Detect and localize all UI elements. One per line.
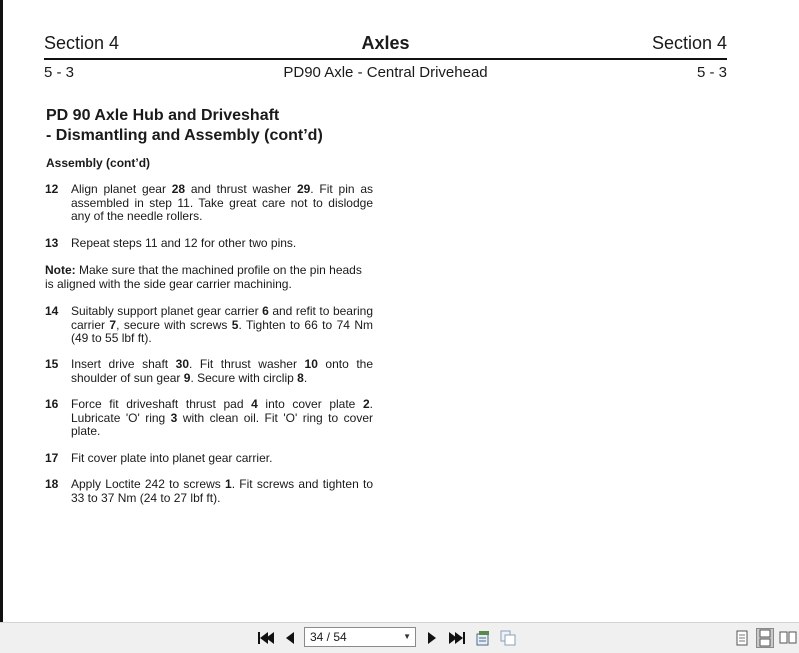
step-text-run: and refit to bearing carrier [71, 304, 373, 332]
chevron-down-icon[interactable]: ▼ [403, 632, 411, 641]
step-text-run: , secure with screws [116, 317, 232, 332]
step-text-run: Apply Loctite 242 to screws [71, 477, 225, 491]
first-page-icon[interactable] [257, 629, 275, 647]
viewer-toolbar [0, 622, 799, 653]
step-text-run: onto the shoulder of sun gear [71, 357, 373, 385]
step-number: 12 [45, 182, 59, 196]
page-title [46, 106, 323, 146]
title-line-2: - Dismantling and Assembly (cont’d) [46, 127, 323, 144]
step-text-run: . [303, 370, 308, 385]
step-item [45, 183, 373, 224]
step-text [71, 183, 373, 224]
step-item [45, 305, 373, 346]
step-text-run: . Fit pin as assembled in step 11. Take great care not to dislodge any of the needle rollers. [71, 182, 373, 223]
header-divider [44, 58, 727, 60]
step-text-run: and thrust washer [185, 182, 297, 196]
step-number: 17 [45, 451, 59, 465]
step-text [71, 358, 373, 385]
step-number: 16 [45, 397, 59, 411]
part-reference: 29 [296, 182, 311, 196]
part-reference: 28 [171, 182, 186, 196]
step-text [71, 478, 373, 505]
part-reference: 7 [109, 317, 117, 332]
chapter-title: Axles [361, 33, 410, 53]
part-reference: 5 [231, 317, 239, 332]
page-selector[interactable] [304, 627, 416, 647]
continuous-view-icon[interactable] [756, 628, 774, 648]
step-text [71, 398, 373, 439]
step-text-run: . Secure with circlip [190, 370, 298, 385]
part-reference: 9 [183, 370, 191, 385]
step-text-run: . Fit thrust washer [189, 357, 305, 371]
step-number: 13 [45, 236, 59, 250]
step-item [45, 398, 373, 439]
step-text-run: . Tighten to 66 to 74 Nm (49 to 55 lbf ft). [71, 317, 373, 345]
note-label: Note: [45, 263, 76, 277]
title-line-1: PD 90 Axle Hub and Driveshaft [46, 107, 280, 124]
previous-page-icon[interactable] [281, 629, 299, 647]
page-copy-icon[interactable] [499, 629, 517, 647]
step-item [45, 452, 373, 466]
part-reference: 4 [251, 397, 258, 411]
part-reference: 6 [262, 304, 269, 318]
part-reference: 30 [175, 357, 190, 371]
note-paragraph [45, 264, 373, 291]
step-item [45, 237, 373, 251]
single-page-view-icon[interactable] [733, 628, 751, 648]
page-left-edge [0, 0, 3, 622]
step-number: 14 [45, 304, 59, 318]
step-text-run: Suitably support planet gear carrier [71, 304, 263, 318]
part-reference: 1 [225, 477, 232, 491]
step-item [45, 478, 373, 505]
part-reference: 2 [362, 397, 370, 411]
page-header [44, 33, 727, 55]
section-label-right: Section 4 [651, 33, 727, 53]
step-text-run: Force fit driveshaft thrust pad [71, 397, 252, 411]
step-item [45, 358, 373, 385]
page-export-icon[interactable] [474, 629, 492, 647]
step-number: 18 [45, 477, 59, 491]
step-text [71, 452, 373, 466]
part-reference: 3 [170, 410, 178, 425]
step-text-run: Repeat steps 11 and 12 for other two pins. [71, 236, 297, 250]
part-reference: 8 [297, 370, 304, 385]
page-number-left: 5 - 3 [44, 64, 75, 81]
part-reference: 10 [304, 357, 318, 371]
step-text-run: with clean oil. Fit 'O' ring to cover plate. [71, 410, 373, 438]
step-text [71, 305, 373, 346]
last-page-icon[interactable] [448, 629, 466, 647]
step-text-run: Insert drive shaft [71, 357, 176, 371]
step-text-run: into cover plate [257, 397, 363, 411]
next-page-icon[interactable] [423, 629, 441, 647]
page-indicator: 34 / 54 [310, 630, 347, 644]
facing-view-icon[interactable] [779, 628, 797, 648]
step-text-run: . Lubricate 'O' ring [71, 397, 373, 425]
step-text [71, 237, 373, 251]
step-text-run: . Fit screws and tighten to 33 to 37 Nm (24 to 27 lbf ft). [71, 477, 373, 505]
note-text: Make sure that the machined profile on the pin heads is aligned with the side gear carrier machining. [45, 263, 362, 291]
chapter-subtitle: PD90 Axle - Central Drivehead [283, 64, 488, 81]
page-subheader [44, 64, 727, 84]
page-number-right: 5 - 3 [696, 64, 727, 81]
step-text-run: Align planet gear [71, 182, 172, 196]
assembly-subheading: Assembly (cont’d) [46, 156, 151, 170]
step-text-run: Fit cover plate into planet gear carrier. [71, 451, 273, 465]
section-label-left: Section 4 [44, 33, 120, 53]
step-number: 15 [45, 357, 59, 371]
